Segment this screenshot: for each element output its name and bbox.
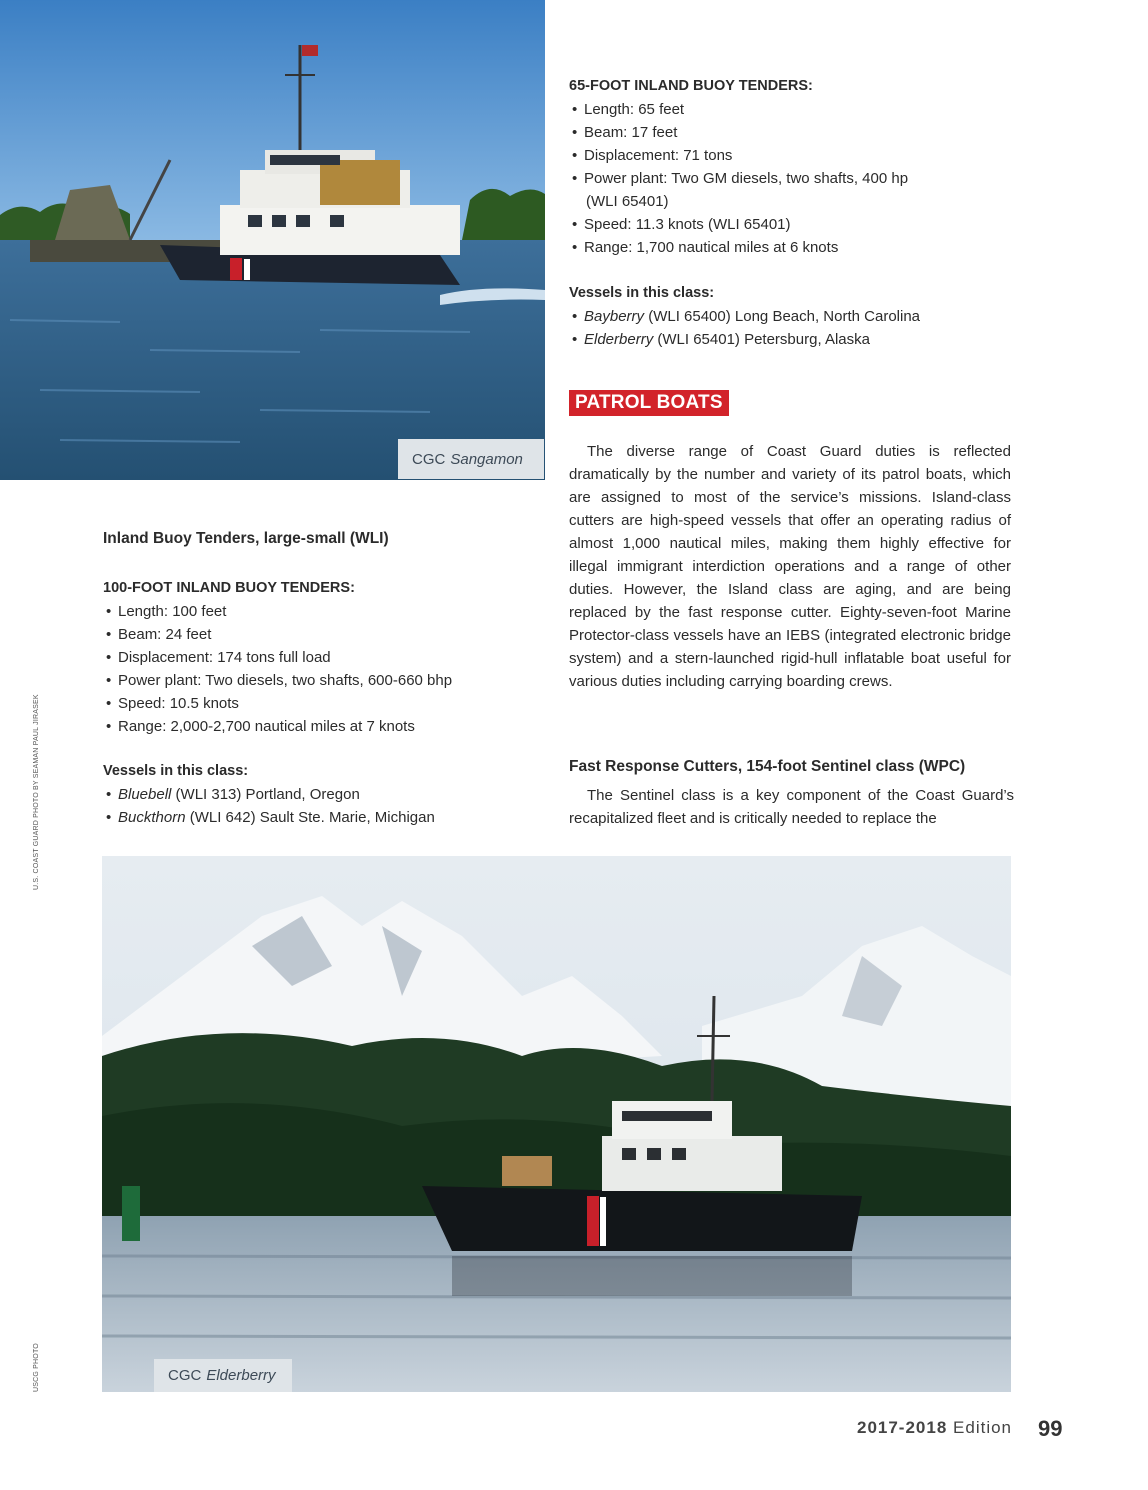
spec-item: • Power plant: Two diesels, two shafts, 600-660 bhp: [103, 669, 533, 692]
frc-paragraph: The Sentinel class is a key component of the Coast Guard’s recapitalized fleet and is critically needed to replace the: [569, 787, 1014, 827]
patrol-boats-paragraph: The diverse range of Coast Guard duties is reflected dramatically by the number and variety of its patrol boats, which are assigned to most of the service’s missions. Island-class cutters are high-speed vessels that offer an operating radius of almost 1,000 nautical miles, making them highly effective for illegal immigrant interdiction operations and a range of other duties. However, the Island class are aging, and are being replaced by the fast response cutter. Eighty-seven-foot Marine Protector-class vessels have an IEBS (integrated electronic bridge system) and a stern-launched rigid-hull inflatable boat useful for various duties including carrying boarding crews.: [569, 443, 1011, 690]
vessel-item: [569, 328, 1014, 351]
spec-item: • Power plant: Two GM diesels, two shafts, 400 hp: [569, 167, 1014, 190]
spec-item: • Range: 2,000-2,700 nautical miles at 7 knots: [103, 715, 533, 738]
edition-word: Edition: [947, 1418, 1012, 1437]
spec-item-continuation: (WLI 65401): [586, 193, 669, 210]
caption-vessel-name: Sangamon: [450, 450, 523, 468]
caption-vessel-name: Elderberry: [206, 1367, 276, 1384]
page-number: 99: [1038, 1416, 1063, 1441]
vessels-heading-65ft: Vessels in this class:: [569, 285, 715, 301]
spec-item: • Length: 100 feet: [103, 600, 533, 623]
vessel-detail: (WLI 65401) Petersburg, Alaska: [653, 331, 870, 348]
spec-item: • Length: 65 feet: [569, 98, 1014, 121]
section-heading-wli: Inland Buoy Tenders, large-small (WLI): [103, 530, 389, 547]
spec-item: • Speed: 11.3 knots (WLI 65401): [569, 213, 1014, 236]
caption-prefix: CGC: [412, 450, 446, 468]
photo-credit-top: U.S. COAST GUARD PHOTO BY SEAMAN PAUL JIRASEK: [33, 694, 40, 890]
vessel-name: Bluebell: [118, 786, 172, 803]
edition-year: 2017-2018: [856, 1418, 948, 1437]
photo-caption-elderberry: [154, 1359, 292, 1392]
vessel-detail: (WLI 313) Portland, Oregon: [171, 786, 360, 803]
vessels-heading-100ft: Vessels in this class:: [103, 763, 249, 779]
photo-credit-bottom: USCG PHOTO: [33, 1343, 40, 1392]
photo-sangamon: [0, 0, 545, 480]
vessel-name: Bayberry: [584, 308, 645, 325]
photo-caption-sangamon: [398, 439, 544, 479]
section-title-wrap: [569, 390, 729, 416]
left-column-specs: [103, 527, 533, 829]
spec-list-100ft: [103, 600, 533, 738]
spec-list-65ft: [569, 98, 1014, 259]
right-column-specs: [569, 75, 1014, 351]
vessel-detail: (WLI 642) Sault Ste. Marie, Michigan: [185, 809, 435, 826]
spec-item: • Beam: 17 feet: [569, 121, 1014, 144]
section-title-patrol-boats: PATROL BOATS: [569, 390, 729, 416]
caption-prefix: CGC: [168, 1367, 202, 1384]
vessel-list-65ft: [569, 305, 1014, 351]
spec-heading-65ft: 65-FOOT INLAND BUOY TENDERS:: [569, 78, 813, 94]
spec-item: • Displacement: 174 tons full load: [103, 646, 533, 669]
spec-item: • Range: 1,700 nautical miles at 6 knots: [569, 236, 1014, 259]
edition-label: [857, 1418, 1012, 1438]
vessel-detail: (WLI 65400) Long Beach, North Carolina: [644, 308, 921, 325]
vessel-item: [569, 305, 1014, 328]
frc-section: [569, 755, 1014, 830]
photo-elderberry: [102, 856, 1011, 1392]
vessel-list-100ft: [103, 783, 533, 829]
frc-heading: Fast Response Cutters, 154-foot Sentinel class (WPC): [569, 758, 966, 775]
spec-item: • Displacement: 71 tons: [569, 144, 1014, 167]
spec-heading-100ft: 100-FOOT INLAND BUOY TENDERS:: [103, 580, 355, 596]
vessel-item: [103, 806, 533, 829]
spec-item: • Beam: 24 feet: [103, 623, 533, 646]
vessel-name: Elderberry: [584, 331, 654, 348]
vessel-item: [103, 783, 533, 806]
vessel-name: Buckthorn: [118, 809, 186, 826]
spec-item: • Speed: 10.5 knots: [103, 692, 533, 715]
